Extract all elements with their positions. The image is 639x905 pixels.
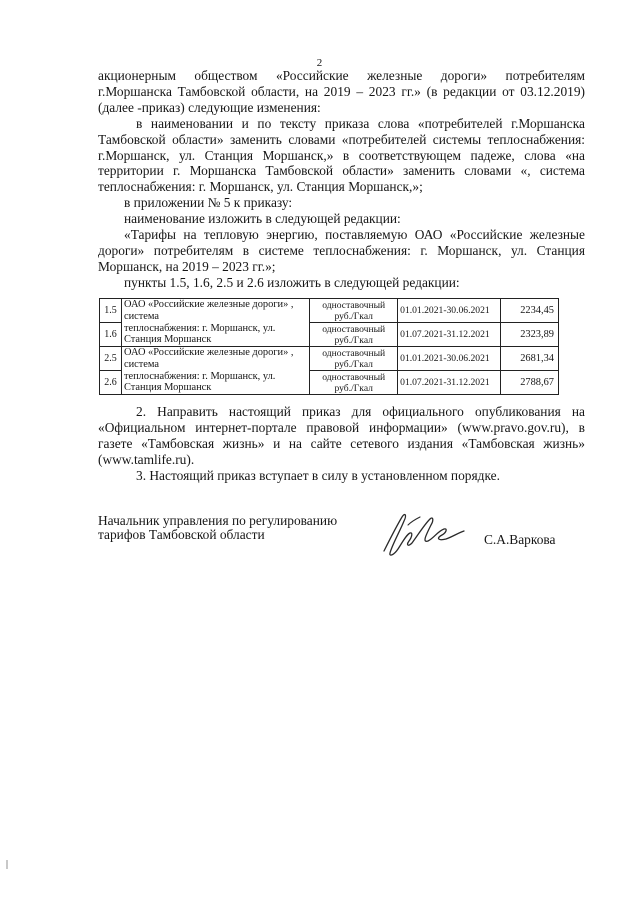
position-line-2: тарифов Тамбовской области [98, 527, 265, 542]
row-number: 1.6 [100, 323, 122, 347]
paragraph-effect: 3. Настоящий приказ вступает в силу в установленном порядке. [136, 467, 500, 483]
page-number: 2 [316, 57, 323, 69]
document-body [98, 68, 585, 291]
handwritten-signature [378, 505, 470, 559]
row-value: 2234,45 [501, 299, 559, 323]
scan-artifact [6, 860, 8, 869]
row-organization: ОАО «Российские железные дороги» , система [121, 299, 309, 323]
table-row [100, 299, 559, 323]
row-unit: одноставочный руб./Гкал [310, 323, 398, 347]
row-value: 2323,89 [501, 323, 559, 347]
row-organization: теплоснабжения: г. Моршанск, ул. Станция Моршанск [121, 323, 309, 347]
row-unit: одноставочный руб./Гкал [310, 299, 398, 323]
tariff-table [99, 298, 559, 395]
table-row [100, 371, 559, 395]
signatory-position [98, 514, 337, 542]
row-organization: ОАО «Российские железные дороги» , система [121, 347, 309, 371]
row-period: 01.01.2021-30.06.2021 [398, 299, 501, 323]
paragraph-quote: «Тарифы на тепловую энергию, поставляемую ОАО «Российские железные дороги» потребителям в системе теплоснабжения: г. Моршанск, ул. Станция Моршанск, на 2019 – 2023 гг.»; [98, 227, 585, 274]
table-row [100, 347, 559, 371]
paragraph-title-change: в наименовании и по тексту приказа слова «потребителей г.Моршанска Тамбовской области» заменить словами «потребителей системы теплоснабжения: г.Моршанск, ул. Станция Моршанск,» в соответствующем падеже, слова «на территории г. Моршанска Тамбовской области» заменить словами «, система теплоснабжения: г. Моршанск, ул. Станция Моршанск,»; [98, 115, 585, 195]
row-number: 2.5 [100, 347, 122, 371]
row-value: 2681,34 [501, 347, 559, 371]
signatory-name: С.А.Варкова [484, 532, 556, 547]
paragraph-intro: акционерным обществом «Российские железные дороги» потребителям г.Моршанска Тамбовской области, на 2019 – 2023 гг.» (в редакции от 03.12.2019) (далее -приказ) следующие изменения: [98, 68, 585, 115]
paragraph-publish: 2. Направить настоящий приказ для официального опубликования на «Официальном интернет-портале правовой информации» (www.pravo.gov.ru), в газете «Тамбовская жизнь» и на сайте сетевого издания «Тамбовская жизнь» (www.tamlife.ru). [98, 404, 585, 467]
row-period: 01.07.2021-31.12.2021 [398, 323, 501, 347]
row-number: 2.6 [100, 371, 122, 395]
position-line-1: Начальник управления по регулированию [98, 513, 338, 528]
row-value: 2788,67 [501, 371, 559, 395]
document-body-continued [98, 404, 585, 484]
row-number: 1.5 [100, 299, 122, 323]
paragraph-name: наименование изложить в следующей редакции: [124, 211, 401, 227]
paragraph-points: пункты 1.5, 1.6, 2.5 и 2.6 изложить в следующей редакции: [124, 274, 460, 290]
paragraph-appendix: в приложении № 5 к приказу: [124, 195, 293, 211]
row-unit: одноставочный руб./Гкал [310, 371, 398, 395]
row-period: 01.01.2021-30.06.2021 [398, 347, 501, 371]
row-organization: теплоснабжения: г. Моршанск, ул. Станция Моршанск [121, 371, 309, 395]
table-row [100, 323, 559, 347]
row-unit: одноставочный руб./Гкал [310, 347, 398, 371]
row-period: 01.07.2021-31.12.2021 [398, 371, 501, 395]
